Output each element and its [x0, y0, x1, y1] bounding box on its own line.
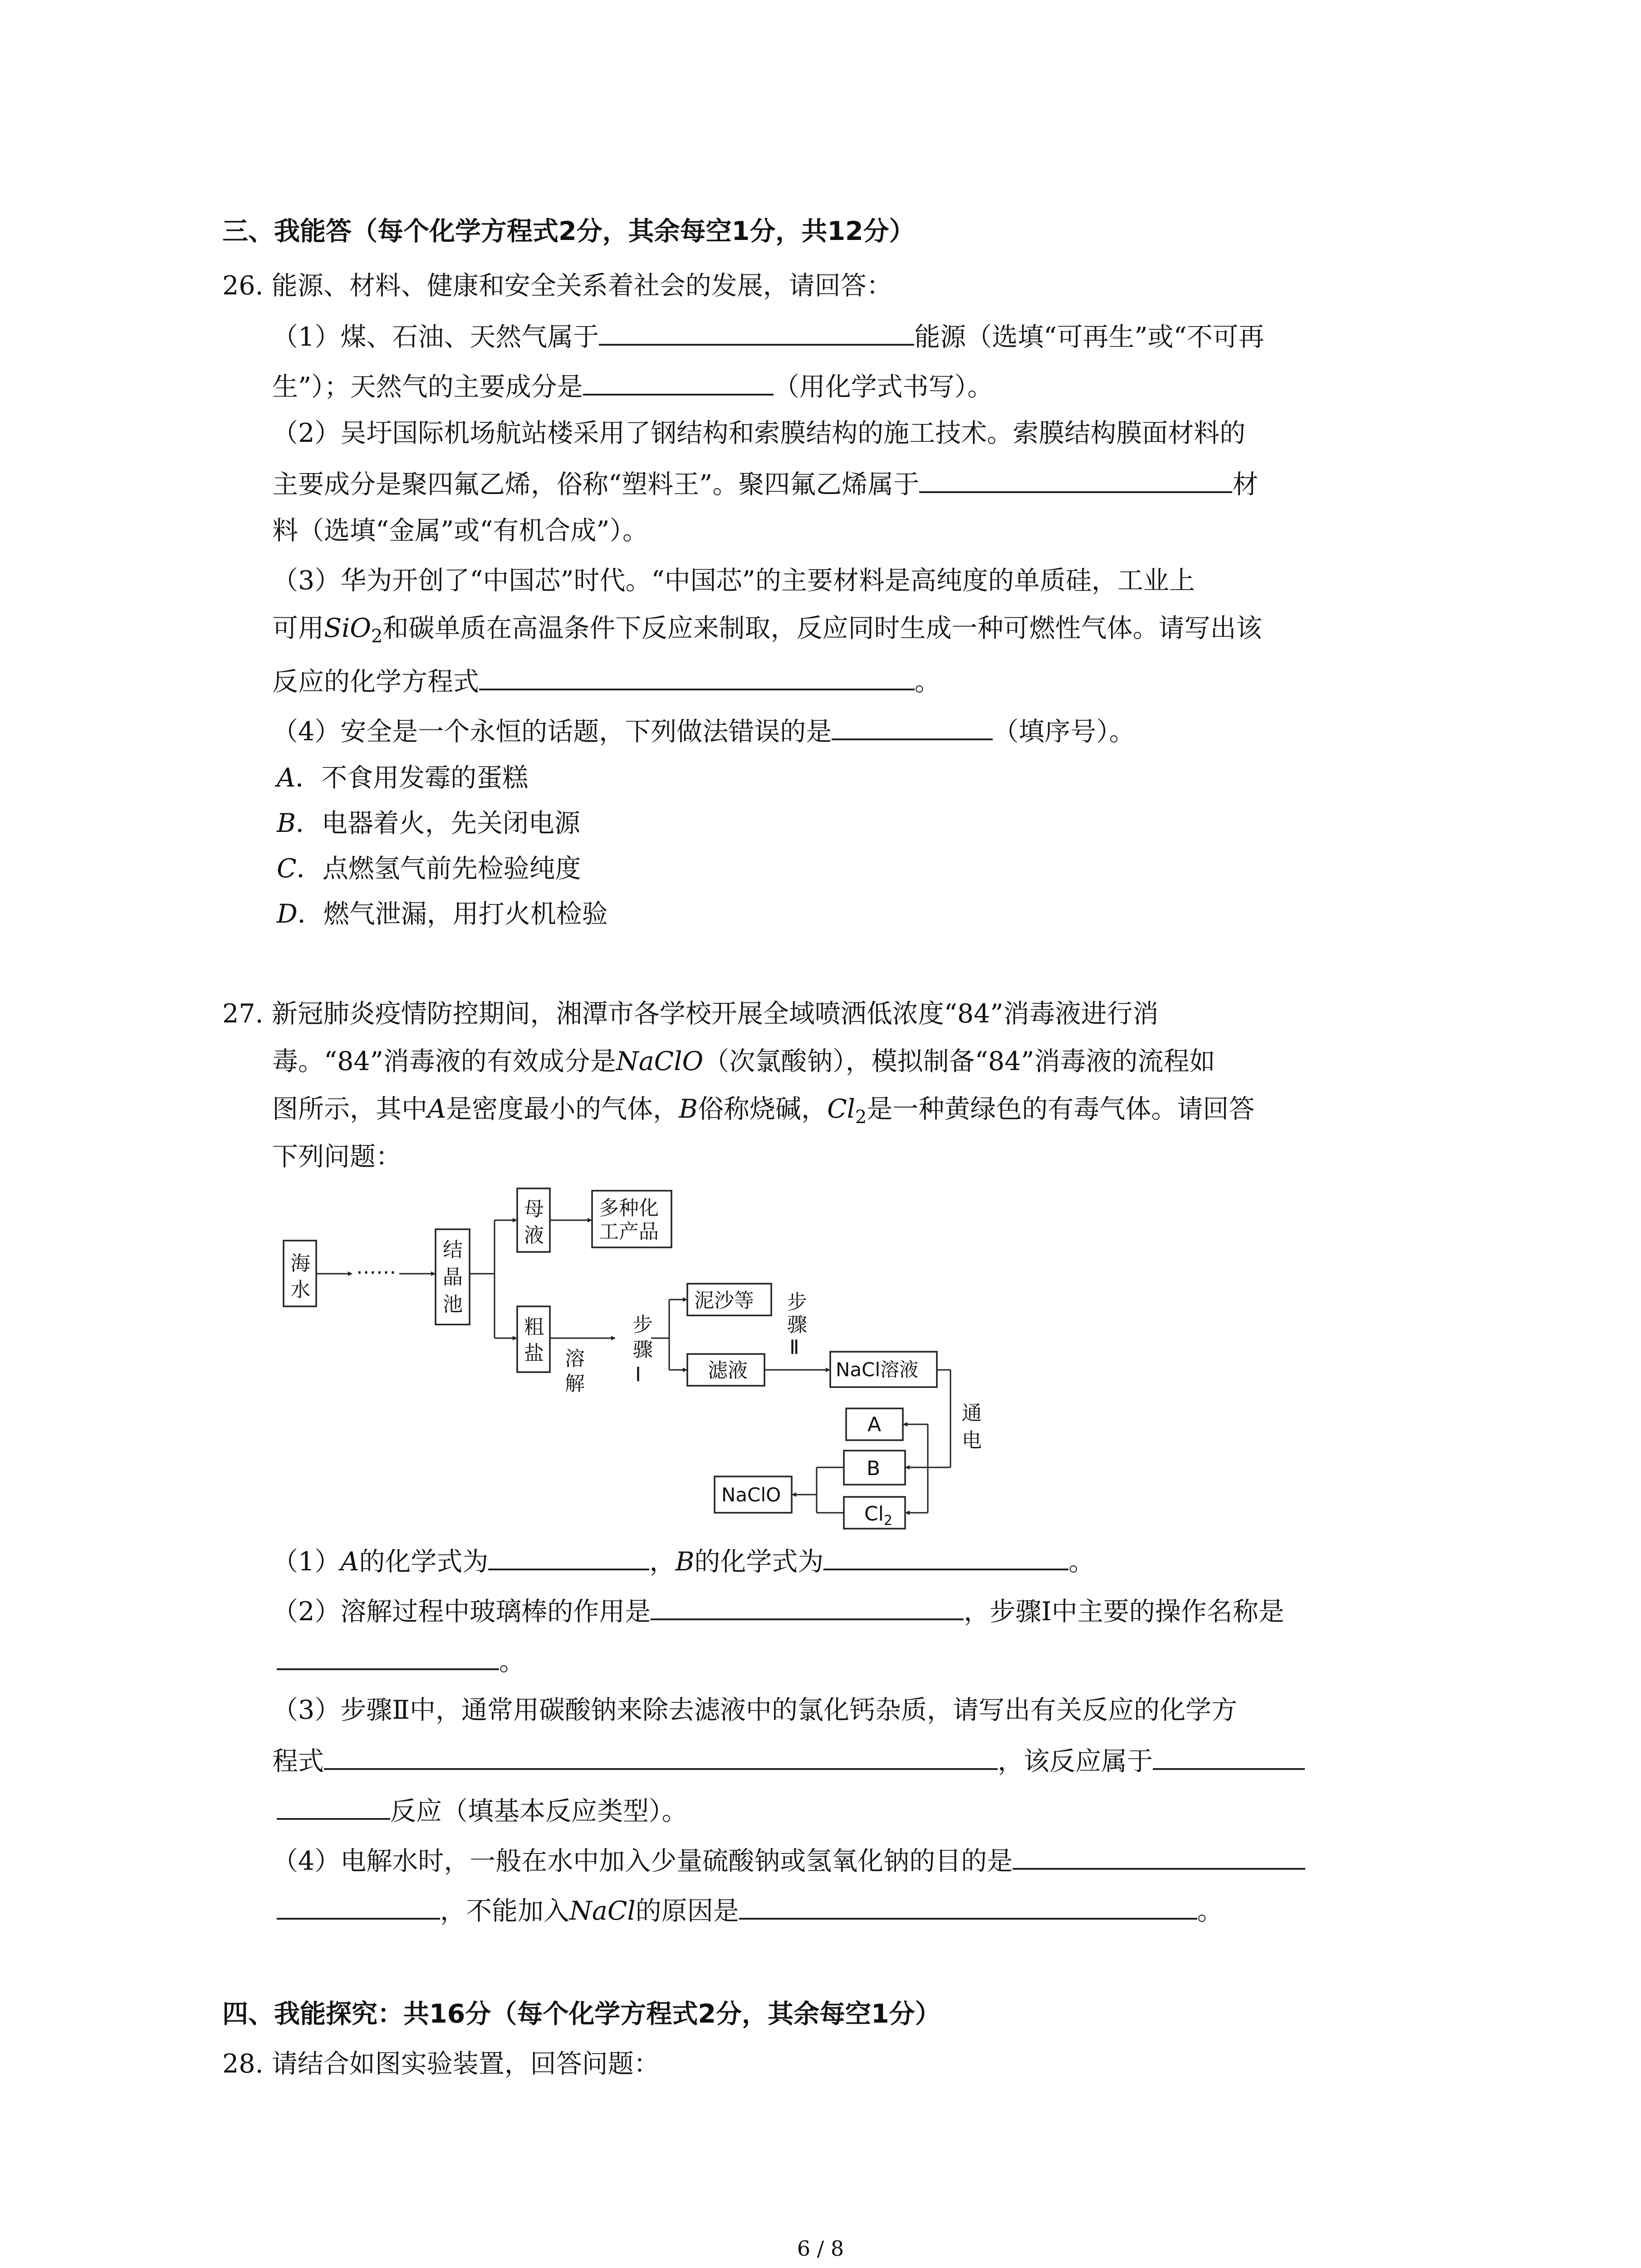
products-label-2: 工产品: [599, 1220, 659, 1243]
section-3-heading: 三、我能答（每个化学方程式2分，其余每空1分，共12分）: [222, 216, 915, 246]
products-label-1: 多种化: [599, 1197, 659, 1220]
q26-p2a: （2）吴圩国际机场航站楼采用了钢结构和索膜结构的施工技术。索膜结构膜面材料的: [272, 418, 1246, 448]
pool-label-3: 池: [443, 1293, 463, 1316]
pool-label-2: 晶: [443, 1266, 463, 1289]
nacl-formula: NaCl: [569, 1896, 636, 1926]
q27-s1c: ，: [649, 1547, 676, 1577]
step2-label-3: Ⅱ: [789, 1336, 799, 1359]
option-letter: A: [277, 763, 296, 793]
option-letter: D: [277, 899, 298, 929]
answer-blank[interactable]: [651, 1592, 964, 1620]
answer-blank[interactable]: [739, 1892, 1197, 1920]
mother-label-2: 液: [524, 1224, 544, 1247]
answer-blank[interactable]: [277, 1642, 499, 1670]
q26-intro: 26. 能源、材料、健康和安全关系着社会的发展，请回答：: [222, 271, 892, 301]
page-number: 6 / 8: [797, 2236, 844, 2261]
crude-label-2: 盐: [524, 1342, 544, 1365]
var-b: B: [679, 1094, 698, 1124]
electric-label-2: 电: [962, 1429, 982, 1452]
q27-l3b: 是密度最小的气体，: [446, 1094, 679, 1124]
naclo-label: NaClO: [721, 1484, 781, 1506]
var-a: A: [340, 1547, 359, 1577]
option-text: ．点燃氢气前先检验纯度: [296, 854, 581, 884]
q27-sub2-line2: [277, 1642, 525, 1680]
mother-label-1: 母: [524, 1198, 544, 1221]
step2-label-2: 骤: [787, 1313, 807, 1336]
answer-blank[interactable]: [823, 1542, 1068, 1570]
q26-p2c: 材: [1232, 469, 1259, 499]
q27-s3d: 反应（填基本反应类型）。: [390, 1796, 688, 1826]
dissolve-label-1: 溶: [565, 1347, 585, 1370]
q27-s3c: ，该反应属于: [998, 1746, 1153, 1776]
step2-label-1: 步: [787, 1290, 807, 1314]
step1-label-2: 骤: [633, 1338, 653, 1361]
option-letter: B: [277, 808, 296, 838]
cl2-text: Cl: [827, 1094, 855, 1124]
q26-p3a: （3）华为开创了“中国芯”时代。“中国芯”的主要材料是高纯度的单质硅，工业上: [272, 566, 1195, 596]
q26-p3c: 反应的化学方程式: [272, 667, 479, 697]
sio2-subscript: 2: [371, 626, 383, 647]
option-text: ．不食用发霉的蛋糕: [295, 763, 529, 793]
dissolve-label-2: 解: [565, 1372, 585, 1395]
option-text: ．电器着火，先关闭电源: [295, 808, 580, 838]
sio2-text: SiO: [324, 613, 372, 643]
a-label: A: [867, 1413, 882, 1436]
q27-s2c: 。: [499, 1647, 525, 1677]
q26-p1a: （1）煤、石油、天然气属于: [272, 322, 599, 352]
q27-s1a: （1）: [272, 1547, 341, 1577]
cl2-label: [864, 1502, 892, 1529]
cl2-subscript: 2: [855, 1107, 867, 1128]
answer-blank[interactable]: [324, 1742, 998, 1770]
q27-l2b: （次氯酸钠），模拟制备“84”消毒液的流程如: [703, 1046, 1215, 1076]
q27-l2a: 毒。“84”消毒液的有效成分是: [272, 1046, 616, 1076]
q26-p4b: （填序号）。: [993, 717, 1135, 747]
electric-label-1: 通: [962, 1402, 982, 1425]
q27-sub4-line1: [272, 1842, 1305, 1879]
step1-label-3: Ⅰ: [635, 1363, 641, 1386]
option-letter: C: [277, 854, 297, 884]
var-a: A: [427, 1094, 446, 1124]
answer-blank[interactable]: [1013, 1842, 1305, 1870]
q26-p1b: 能源（选填“可再生”或“不可再: [914, 322, 1264, 352]
nacl-solution-label: NaCl溶液: [836, 1359, 919, 1381]
answer-blank[interactable]: [277, 1792, 390, 1820]
q26-p3d: 。: [915, 667, 941, 697]
q27-sub2: [272, 1592, 1284, 1630]
q26-p1d: （用化学式书写）。: [773, 372, 994, 402]
seawater-label-2: 水: [290, 1278, 310, 1301]
q27-s3b: 程式: [272, 1746, 324, 1776]
section-4-heading: 四、我能探究：共16分（每个化学方程式2分，其余每空1分）: [222, 1999, 941, 2029]
q27-s1b: 的化学式为: [359, 1547, 489, 1577]
pool-label-1: 结: [443, 1238, 463, 1261]
q26-p4a: （4）安全是一个永恒的话题，下列做法错误的是: [272, 717, 832, 747]
option-text: ．燃气泄漏，用打火机检验: [297, 899, 608, 929]
q27-s1e: 。: [1068, 1547, 1095, 1577]
q27-s2a: （2）溶解过程中玻璃棒的作用是: [272, 1597, 651, 1627]
q26-p3b-post: 和碳单质在高温条件下反应来制取，反应同时生成一种可燃性气体。请写出该: [382, 613, 1262, 643]
q27-s4a: （4）电解水时，一般在水中加入少量硫酸钠或氢氧化钠的目的是: [272, 1846, 1013, 1876]
b-label: B: [867, 1457, 881, 1480]
q27-s4c: 的原因是: [635, 1896, 739, 1926]
sand-label: 泥沙等: [694, 1289, 754, 1312]
q28-intro: 28. 请结合如图实验装置，回答问题：: [222, 2049, 660, 2079]
q27-sub3-line2: [272, 1742, 1305, 1779]
q27-l3d: 是一种黄绿色的有毒气体。请回答: [867, 1094, 1255, 1124]
q27-sub3-line3: [277, 1792, 688, 1829]
q26-p2b: 主要成分是聚四氟乙烯，俗称“塑料王”。聚四氟乙烯属于: [272, 469, 920, 499]
cl2-label-text: Cl: [864, 1502, 884, 1525]
q27-s4b: ，不能加入: [440, 1896, 569, 1926]
q27-sub1: [272, 1542, 1094, 1580]
q27-l3a: 图所示，其中: [272, 1094, 427, 1124]
dots-label: ……: [356, 1256, 396, 1279]
q27-sub4-line2: [277, 1892, 1223, 1929]
var-b: B: [675, 1547, 695, 1577]
step1-label-1: 步: [633, 1313, 653, 1336]
cl2-label-sub: 2: [883, 1513, 893, 1529]
crude-label-1: 粗: [524, 1315, 544, 1339]
q27-s3a: （3）步骤Ⅱ中，通常用碳酸钠来除去滤液中的氯化钙杂质，请写出有关反应的化学方: [272, 1695, 1238, 1725]
answer-blank[interactable]: [1153, 1742, 1305, 1770]
q27-s2b: ，步骤Ⅰ中主要的操作名称是: [964, 1597, 1284, 1627]
q27-line1: 27. 新冠肺炎疫情防控期间，湘潭市各学校开展全域喷洒低浓度“84”消毒液进行消: [222, 999, 1159, 1029]
filtrate-label: 滤液: [708, 1359, 748, 1382]
q27-s1d: 的化学式为: [694, 1547, 824, 1577]
answer-blank[interactable]: [277, 1892, 440, 1920]
q26-p3b-pre: 可用: [272, 613, 324, 643]
answer-blank[interactable]: [488, 1542, 649, 1570]
seawater-label-1: 海: [290, 1252, 310, 1275]
q27-l3c: 俗称烧碱，: [698, 1094, 828, 1124]
naclo-formula: NaClO: [616, 1046, 704, 1076]
q27-s4d: 。: [1197, 1896, 1223, 1926]
q26-p2d: 料（选填“金属”或“有机合成”）。: [272, 516, 649, 546]
q27-line4: 下列问题：: [272, 1142, 402, 1172]
q26-p1c: 生”）；天然气的主要成分是: [272, 372, 583, 402]
